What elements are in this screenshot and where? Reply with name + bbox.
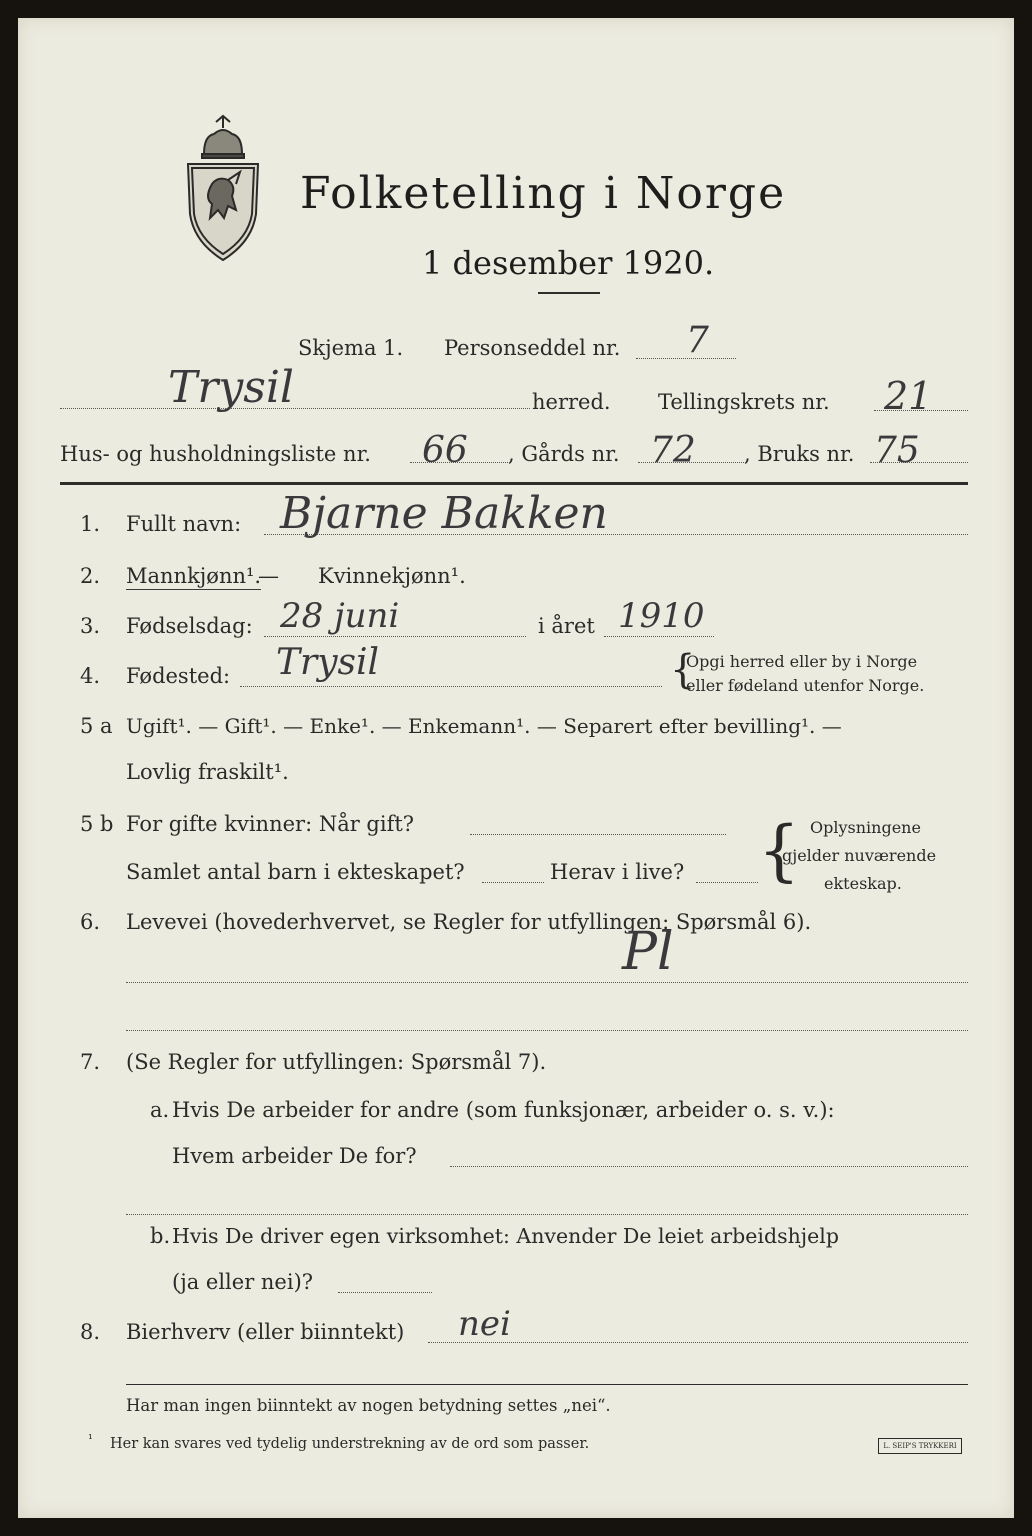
q5b-alive-label: Herav i live? xyxy=(550,860,685,884)
herred-value[interactable]: Trysil xyxy=(168,362,294,413)
q5a-options-line2[interactable]: Lovlig fraskilt¹. xyxy=(126,760,289,784)
skjema-label: Skjema 1. xyxy=(298,336,404,360)
footer-divider xyxy=(126,1384,968,1385)
q7a-line2: Hvem arbeider De for? xyxy=(172,1144,417,1168)
q1-label: Fullt navn: xyxy=(126,512,242,536)
q5b-note-line1: Oplysningene xyxy=(810,818,921,837)
q3-number: 3. xyxy=(80,614,101,638)
tellingskrets-label: Tellingskrets nr. xyxy=(658,390,830,414)
q7a-employer-line2[interactable] xyxy=(126,1214,968,1215)
q4-note-line2: eller fødeland utenfor Norge. xyxy=(686,676,925,695)
norwegian-coat-of-arms-icon xyxy=(178,114,268,264)
q5a-options-line1[interactable]: Ugift¹. — Gift¹. — Enke¹. — Enkemann¹. — Separert efter bevilling¹. — xyxy=(126,714,842,738)
footnote-mark: ¹ xyxy=(88,1432,93,1446)
q2-number: 2. xyxy=(80,564,101,588)
footnote-text: Her kan svares ved tydelig understrekning av de ord som passer. xyxy=(110,1436,590,1452)
q5b-children-line[interactable] xyxy=(482,882,544,883)
q7a-letter: a. xyxy=(150,1098,170,1122)
q2-separator: — xyxy=(258,564,279,588)
q5b-note-line2: gjelder nuværende xyxy=(782,846,937,865)
q4-label: Fødested: xyxy=(126,664,231,688)
q2-male-option[interactable]: Mannkjønn¹. xyxy=(126,564,262,588)
gards-value[interactable]: 72 xyxy=(650,430,696,471)
gards-label: , Gårds nr. xyxy=(508,442,620,466)
q5b-married-when-line[interactable] xyxy=(470,834,726,835)
q7a-line1: Hvis De arbeider for andre (som funksjonær, arbeider o. s. v.): xyxy=(172,1098,835,1122)
q8-number: 8. xyxy=(80,1320,101,1344)
q7b-line1: Hvis De driver egen virksomhet: Anvender De leiet arbeidshjelp xyxy=(172,1224,839,1248)
form-date: 1 desember 1920. xyxy=(422,244,715,282)
q3-label: Fødselsdag: xyxy=(126,614,253,638)
q1-number: 1. xyxy=(80,512,101,536)
q5b-note-line3: ekteskap. xyxy=(824,874,902,893)
bruks-value[interactable]: 75 xyxy=(874,430,920,471)
q4-note-line1: Opgi herred eller by i Norge xyxy=(686,652,918,671)
header-divider xyxy=(60,482,968,485)
husliste-value[interactable]: 66 xyxy=(422,430,468,471)
q8-side-income-value[interactable]: nei xyxy=(458,1304,511,1344)
q2-female-option[interactable]: Kvinnekjønn¹. xyxy=(318,564,466,588)
q7a-employer-line[interactable] xyxy=(450,1166,968,1167)
personseddel-label: Personseddel nr. xyxy=(444,336,621,360)
q4-birthplace-value[interactable]: Trysil xyxy=(276,642,380,683)
q7-label: (Se Regler for utfyllingen: Spørsmål 7). xyxy=(126,1050,547,1074)
q5b-children-label: Samlet antal barn i ekteskapet? xyxy=(126,860,465,884)
q5b-alive-line[interactable] xyxy=(696,882,758,883)
title-divider xyxy=(538,292,600,294)
q6-line2[interactable] xyxy=(126,1030,968,1031)
q4-note-bracket: { xyxy=(670,647,696,693)
q3-year-line xyxy=(604,636,714,637)
q8-label: Bierhverv (eller biinntekt) xyxy=(126,1320,405,1344)
q4-number: 4. xyxy=(80,664,101,688)
q6-label: Levevei (hovederhvervet, se Regler for utfyllingen: Spørsmål 6). xyxy=(126,910,812,934)
q5b-number: 5 b xyxy=(80,812,114,836)
census-form-sheet xyxy=(18,18,1014,1518)
herred-label: herred. xyxy=(532,390,611,414)
personseddel-value[interactable]: 7 xyxy=(686,320,709,361)
q3-birthday-value[interactable]: 28 juni xyxy=(280,596,400,636)
herred-line xyxy=(60,408,530,409)
q4-line xyxy=(240,686,662,687)
form-title: Folketelling i Norge xyxy=(300,168,787,219)
q7-number: 7. xyxy=(80,1050,101,1074)
q3-year-label: i året xyxy=(538,614,595,638)
footer-note: Har man ingen biinntekt av nogen betydning settes „nei“. xyxy=(126,1396,611,1415)
q6-line1[interactable] xyxy=(126,982,968,983)
q1-full-name-value[interactable]: Bjarne Bakken xyxy=(280,488,608,539)
q5b-married-when-label: For gifte kvinner: Når gift? xyxy=(126,812,415,836)
q3-day-line xyxy=(264,636,526,637)
tellingskrets-value[interactable]: 21 xyxy=(884,374,933,418)
bruks-label: , Bruks nr. xyxy=(744,442,855,466)
q7b-letter: b. xyxy=(150,1224,171,1248)
q6-number: 6. xyxy=(80,910,101,934)
q6-occupation-value[interactable]: Pl xyxy=(622,922,674,982)
q5b-note-bracket: { xyxy=(758,812,800,889)
q7b-answer-line[interactable] xyxy=(338,1292,432,1293)
printer-stamp: L. SEIP'S TRYKKERI xyxy=(878,1438,962,1454)
q7b-line2: (ja eller nei)? xyxy=(172,1270,314,1294)
q5a-number: 5 a xyxy=(80,714,113,738)
husliste-label: Hus- og husholdningsliste nr. xyxy=(60,442,371,466)
q3-year-value[interactable]: 1910 xyxy=(618,596,705,636)
